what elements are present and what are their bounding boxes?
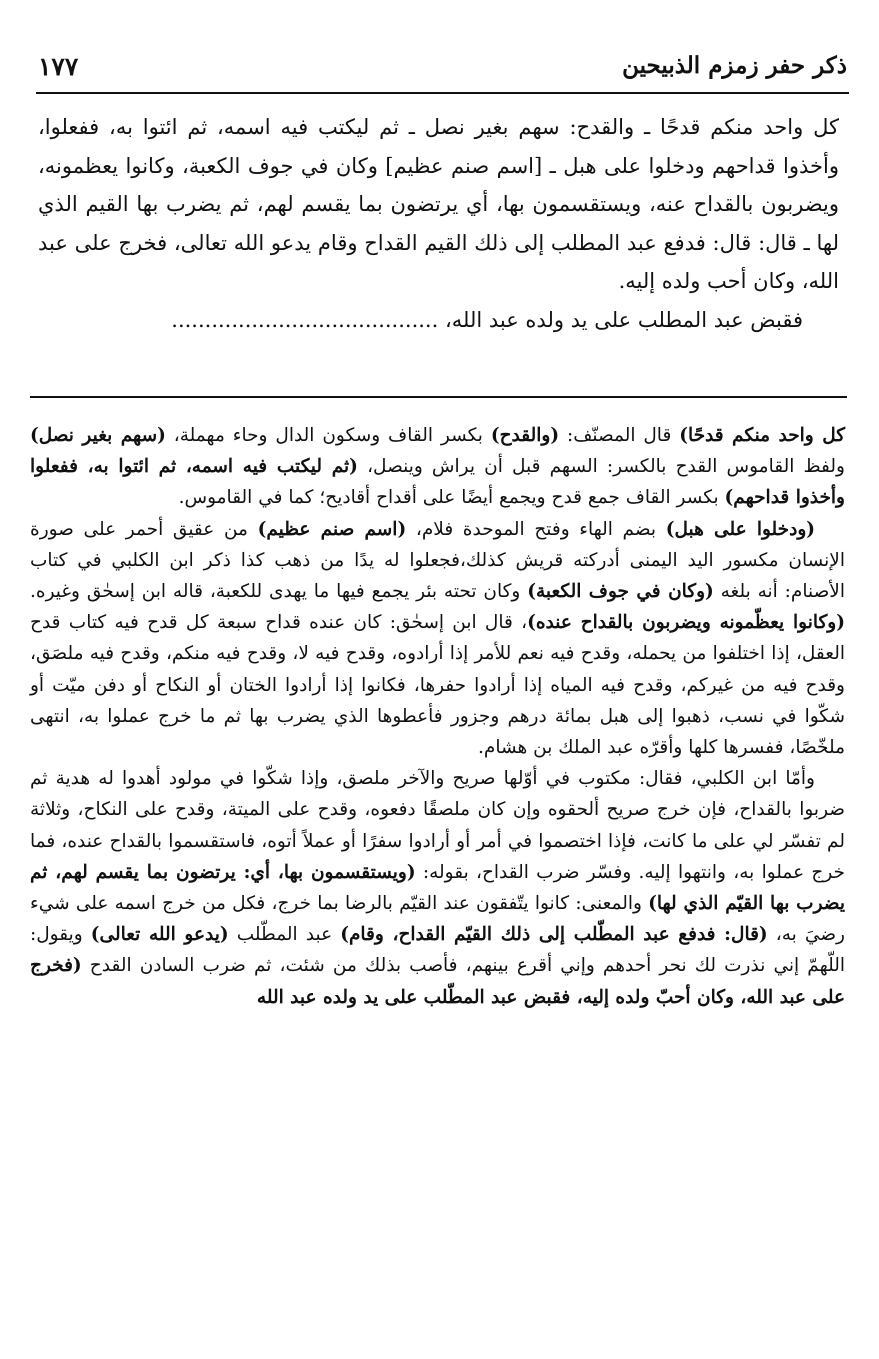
main-paragraph: كل واحد منكم قدحًا ـ والقدح: سهم بغير نصل ـ ثم ليكتب فيه اسمه، ثم ائتوا به، ففعلوا، وأخذوا قداحهم ودخلوا على هبل ـ [اسم صنم عظيم] وكان في جوف الكعبة، وكانوا يعظمونه، ويضربون بالقداح عنه، ويستقسمون بها، أي يرتضون بما يقسم لهم، ثم يضرب بها القيم الذي لها ـ قال: قال: فدفع عبد المطلب إلى ذلك القيم القداح وقام يدعو الله تعالى، فخرج على عبد الله، وكان أحب ولده إليه.: [38, 115, 839, 293]
commentary-paragraph: [30, 514, 845, 764]
commentary-text: والمعنى: كانوا يتّفقون عند القيّم بالرضا بما خرج، فكل من خرج اسمه على شيء رضيَ به،: [30, 893, 845, 946]
commentary-paragraph: [30, 763, 845, 1013]
commentary-text: ولفظ القاموس القدح بالكسر: السهم قبل أن يراش وينصل،: [357, 456, 845, 478]
main-text: [38, 108, 839, 339]
page-number: ١٧٧: [38, 52, 79, 81]
commentary-paragraph: [30, 420, 845, 514]
quoted-text: (وكانوا يعظّمونه ويضربون بالقداح عنده): [527, 612, 845, 634]
commentary-text: بكسر القاف وسكون الدال وحاء مهملة،: [165, 425, 491, 446]
commentary-text: من عقيق أحمر على صورة الإنسان مكسور اليد اليمنى أدركته قريش كذلك،فجعلوا له يدًا من ذهب كذا ذكر ابن الكلبي في كتاب الأصنام: أنه بلغه: [30, 518, 845, 603]
quoted-text: (قال: فدفع عبد المطّلب إلى ذلك القيّم القداح، وقام): [340, 924, 768, 946]
commentary-text: وكان تحته بئر يجمع فيها ما يهدى للكعبة، قاله ابن إسحٰق وغيره.: [30, 581, 528, 603]
main-paragraph: فقبض عبد المطلب على يد ولده عبد الله، ........................................: [171, 307, 803, 332]
commentary-text: بضم الهاء وفتح الموحدة فلام،: [406, 518, 666, 540]
quoted-text: (ويستقسمون بها، أي: يرتضون بما يقسم لهم، ثم يضرب بها القيّم الذي لها): [30, 861, 845, 915]
quoted-text: (ودخلوا على هبل): [665, 518, 816, 540]
commentary: [30, 420, 845, 1013]
section-divider: [30, 396, 847, 398]
page-title: ذكر حفر زمزم الذبيحين: [622, 52, 847, 79]
quoted-text: (ثم ليكتب فيه اسمه، ثم ائتوا به، ففعلوا وأخذوا قداحهم): [30, 456, 845, 509]
quoted-text: (اسم صنم عظيم): [257, 518, 407, 540]
commentary-text: بكسر القاف جمع قدح ويجمع أيضًا على أقداح أقاديح؛ كما في القاموس.: [178, 487, 725, 509]
quoted-text: (يدعو الله تعالى): [90, 924, 229, 946]
quoted-text: (سهم بغير نصل): [30, 425, 166, 446]
quoted-text: كل واحد منكم قدحًا): [679, 425, 846, 446]
page-header: [38, 48, 847, 88]
commentary-text: ويقول: اللّهمّ إني نذرت لك نحر أحدهم وإني أقرع بينهم، فأصب بذلك من شئت، ثم ضرب السادن القدح: [30, 924, 845, 977]
quoted-text: (وكان في جوف الكعبة): [527, 581, 714, 603]
commentary-text: ، قال ابن إسحٰق: كان عنده قداح سبعة كل قدح فيه كتاب قدح العقل، إذا اختلفوا من يحمله، وقدح فيه نعم للأمر إذا أرادوه، وقدح فيه لا، وقدح فيه منكم، وقدح فيه ملصَق، وقدح فيه من غيركم، وقدح فيه المياه إذا أرادوا حفرها، فكانوا إذا أرادوا الختان أو النكاح أو دفن ميّت أو شكّوا في نسب، ذهبوا إلى هبل بمائة درهم وجزور فأعطوها الذي يضرب بها ثم ما خرج عملوا به، انتهى ملخّصًا، ففسرها كلها وأقرّه عبد الملك بن هشام.: [30, 612, 845, 759]
quoted-text: (فخرج على عبد الله، وكان أحبّ ولده إليه، فقبض عبد المطّلب على يد ولده عبد الله: [30, 955, 845, 1008]
commentary-text: وأمّا ابن الكلبي، فقال: مكتوب في أوّلها صريح والآخر ملصق، وإذا شكّوا في مولود أهدوا له هدية ثم ضربوا بالقداح، فإن خرج صريح ألحقوه وإن كان ملصقًا دفعوه، وقدح على الميتة، وقدح على النكاح، وثلاثة لم تفسّر لي على ما كانت، فإذا اختصموا في أمر أو أرادوا سفرًا أو عملاً أتوه، فاستقسموا بالقداح عنده، فما خرج عملوا به، وانتهوا إليه. وفسّر ضرب القداح، بقوله:: [30, 768, 845, 883]
commentary-text: عبد المطّلب: [228, 924, 341, 946]
quoted-text: (والقدح): [490, 425, 560, 446]
commentary-text: قال المصنّف:: [559, 425, 680, 446]
header-rule: [36, 92, 849, 94]
